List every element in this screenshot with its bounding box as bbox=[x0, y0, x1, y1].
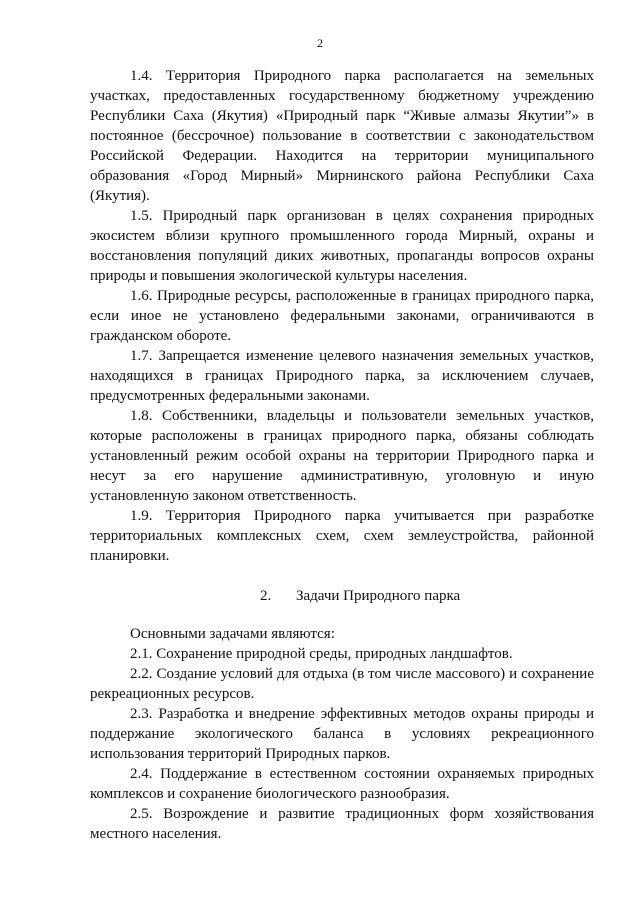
paragraph-1-8: 1.8. Собственники, владельцы и пользователи земельных участков, которые расположены в границах природного парка, обязаны соблюдать установленный режим особой охраны на территории Природного парка и несут за его нарушение административную, уголовную и иную установленную законом ответственность. bbox=[90, 408, 594, 504]
paragraph-1-4: 1.4. Территория Природного парка располагается на земельных участках, предоставленных государственному бюджетному учреждению Республики Саха (Якутия) «Природный парк “Живые алмазы Якутии”» в постоянное (бессрочное) пользование в соответствии с законодательством Российской Федерации. Находится на территории муниципального образования «Город Мирный» Мирнинского района Республики Саха (Якутия). bbox=[90, 68, 594, 204]
paragraph-2-4: 2.4. Поддержание в естественном состоянии охраняемых природных комплексов и сохранение биологического разнообразия. bbox=[90, 766, 594, 802]
document-body bbox=[90, 66, 594, 844]
section-title: Задачи Природного парка bbox=[296, 588, 461, 604]
paragraph-2-5: 2.5. Возрождение и развитие традиционных форм хозяйствования местного населения. bbox=[90, 806, 594, 842]
page-number: 2 bbox=[317, 36, 323, 50]
paragraph-1-9: 1.9. Территория Природного парка учитывается при разработке территориальных комплексных схем, схем землеустройства, районной планировки. bbox=[90, 508, 594, 564]
section-intro: Основными задачами являются: bbox=[130, 626, 335, 642]
paragraph-2-3: 2.3. Разработка и внедрение эффективных методов охраны природы и поддержание экологического баланса в условиях рекреационного использования территорий Природных парков. bbox=[90, 706, 594, 762]
paragraph-1-5: 1.5. Природный парк организован в целях сохранения природных экосистем вблизи крупного промышленного города Мирный, охраны и восстановления популяций диких животных, пропаганды вопросов охраны природы и повышения экологической культуры населения. bbox=[90, 208, 594, 284]
paragraph-1-6: 1.6. Природные ресурсы, расположенные в границах природного парка, если иное не установлено федеральными законами, ограничиваются в гражданском обороте. bbox=[90, 288, 594, 344]
section-number: 2. bbox=[260, 588, 272, 604]
paragraph-2-2: 2.2. Создание условий для отдыха (в том числе массового) и сохранение рекреационных ресурсов. bbox=[90, 666, 594, 702]
paragraph-1-7: 1.7. Запрещается изменение целевого назначения земельных участков, находящихся в границах Природного парка, за исключением случаев, предусмотренных федеральными законами. bbox=[90, 348, 594, 404]
section-heading bbox=[90, 586, 594, 606]
paragraph-2-1: 2.1. Сохранение природной среды, природных ландшафтов. bbox=[130, 646, 513, 662]
